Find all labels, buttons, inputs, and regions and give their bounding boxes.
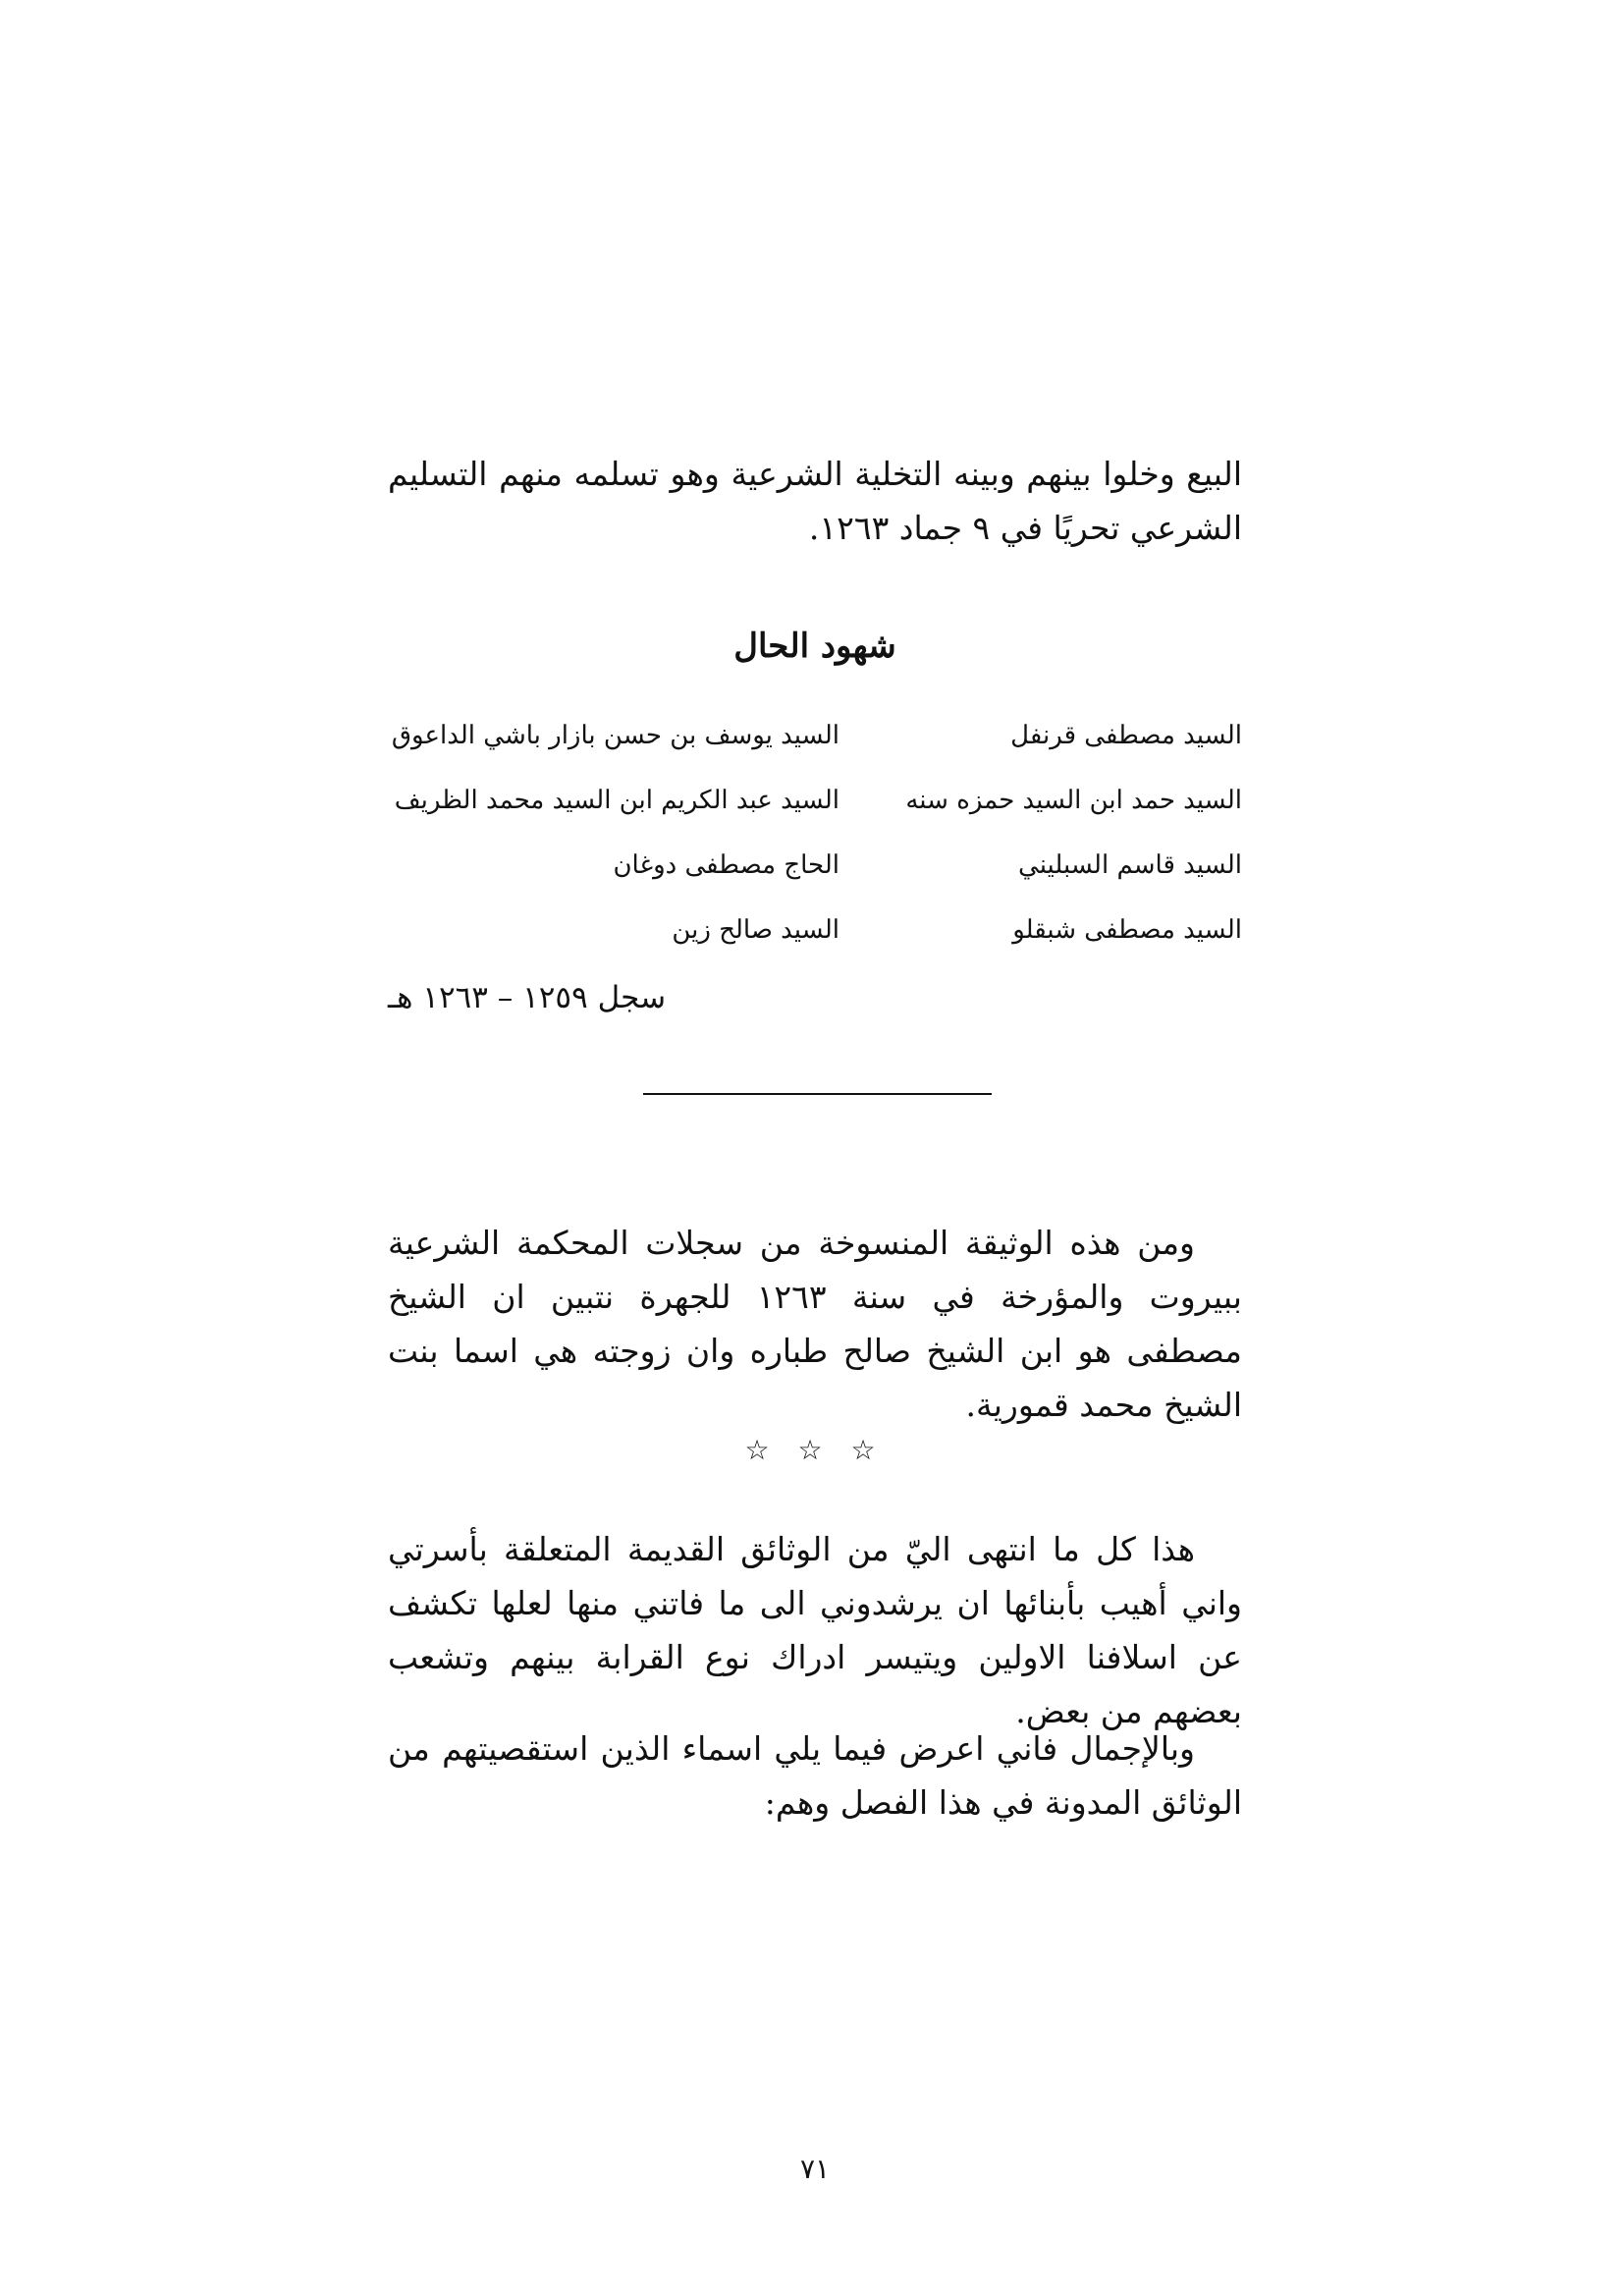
- paragraph-2: ومن هذه الوثيقة المنسوخة من سجلات المحكمة الشرعية ببيروت والمؤرخة في سنة ١٢٦٣ للجهرة نتبين ان الشيخ مصطفى هو ابن الشيخ صالح طباره وان زوجته هي اسما بنت الشيخ محمد قمورية.: [388, 1224, 1242, 1424]
- witness-name: السيد مصطفى شبقلو: [1012, 915, 1242, 945]
- witness-row: [388, 898, 1242, 962]
- witness-name: السيد عبد الكريم ابن السيد محمد الظريف: [394, 786, 839, 815]
- witness-name: السيد قاسم السبليني: [1018, 850, 1242, 880]
- witness-row: [388, 833, 1242, 898]
- witness-name: السيد حمد ابن السيد حمزه سنه: [905, 786, 1242, 815]
- paragraph-3-block: [388, 1522, 1242, 1738]
- witness-row: [388, 768, 1242, 833]
- paragraph-2-block: [388, 1216, 1242, 1432]
- witnesses-table: [388, 703, 1242, 962]
- witness-name: السيد صالح زين: [672, 915, 839, 945]
- witness-name: السيد يوسف بن حسن بازار باشي الداعوق: [391, 721, 839, 750]
- page-number: ٧١: [799, 2153, 831, 2185]
- star-separator-icon: ☆ ☆ ☆: [744, 1434, 886, 1466]
- paragraph-4-block: [388, 1722, 1242, 1830]
- witness-name: الحاج مصطفى دوغان: [613, 850, 839, 880]
- intro-paragraph-block: [388, 447, 1242, 555]
- register-note: سجل ١٢٥٩ – ١٢٦٣ هـ: [388, 980, 667, 1015]
- section-divider-line: [643, 1093, 992, 1095]
- paragraph-4: وبالإجمال فاني اعرض فيما يلي اسماء الذين استقصيتهم من الوثائق المدونة في هذا الفصل وهم:: [388, 1729, 1242, 1822]
- witness-name: السيد مصطفى قرنفل: [1010, 721, 1242, 750]
- witness-row: [388, 703, 1242, 768]
- witnesses-heading: شهود الحال: [733, 627, 896, 666]
- paragraph-3: هذا كل ما انتهى اليّ من الوثائق القديمة المتعلقة بأسرتي واني أهيب بأبنائها ان يرشدوني الى ما فاتني منها لعلها تكشف عن اسلافنا الاولين ويتيسر ادراك نوع القرابة بينهم وتشعب بعضهم من بعض.: [388, 1530, 1242, 1730]
- intro-paragraph: البيع وخلوا بينهم وبينه التخلية الشرعية وهو تسلمه منهم التسليم الشرعي تحريًا في ٩ جماد ١٢٦٣.: [388, 455, 1242, 547]
